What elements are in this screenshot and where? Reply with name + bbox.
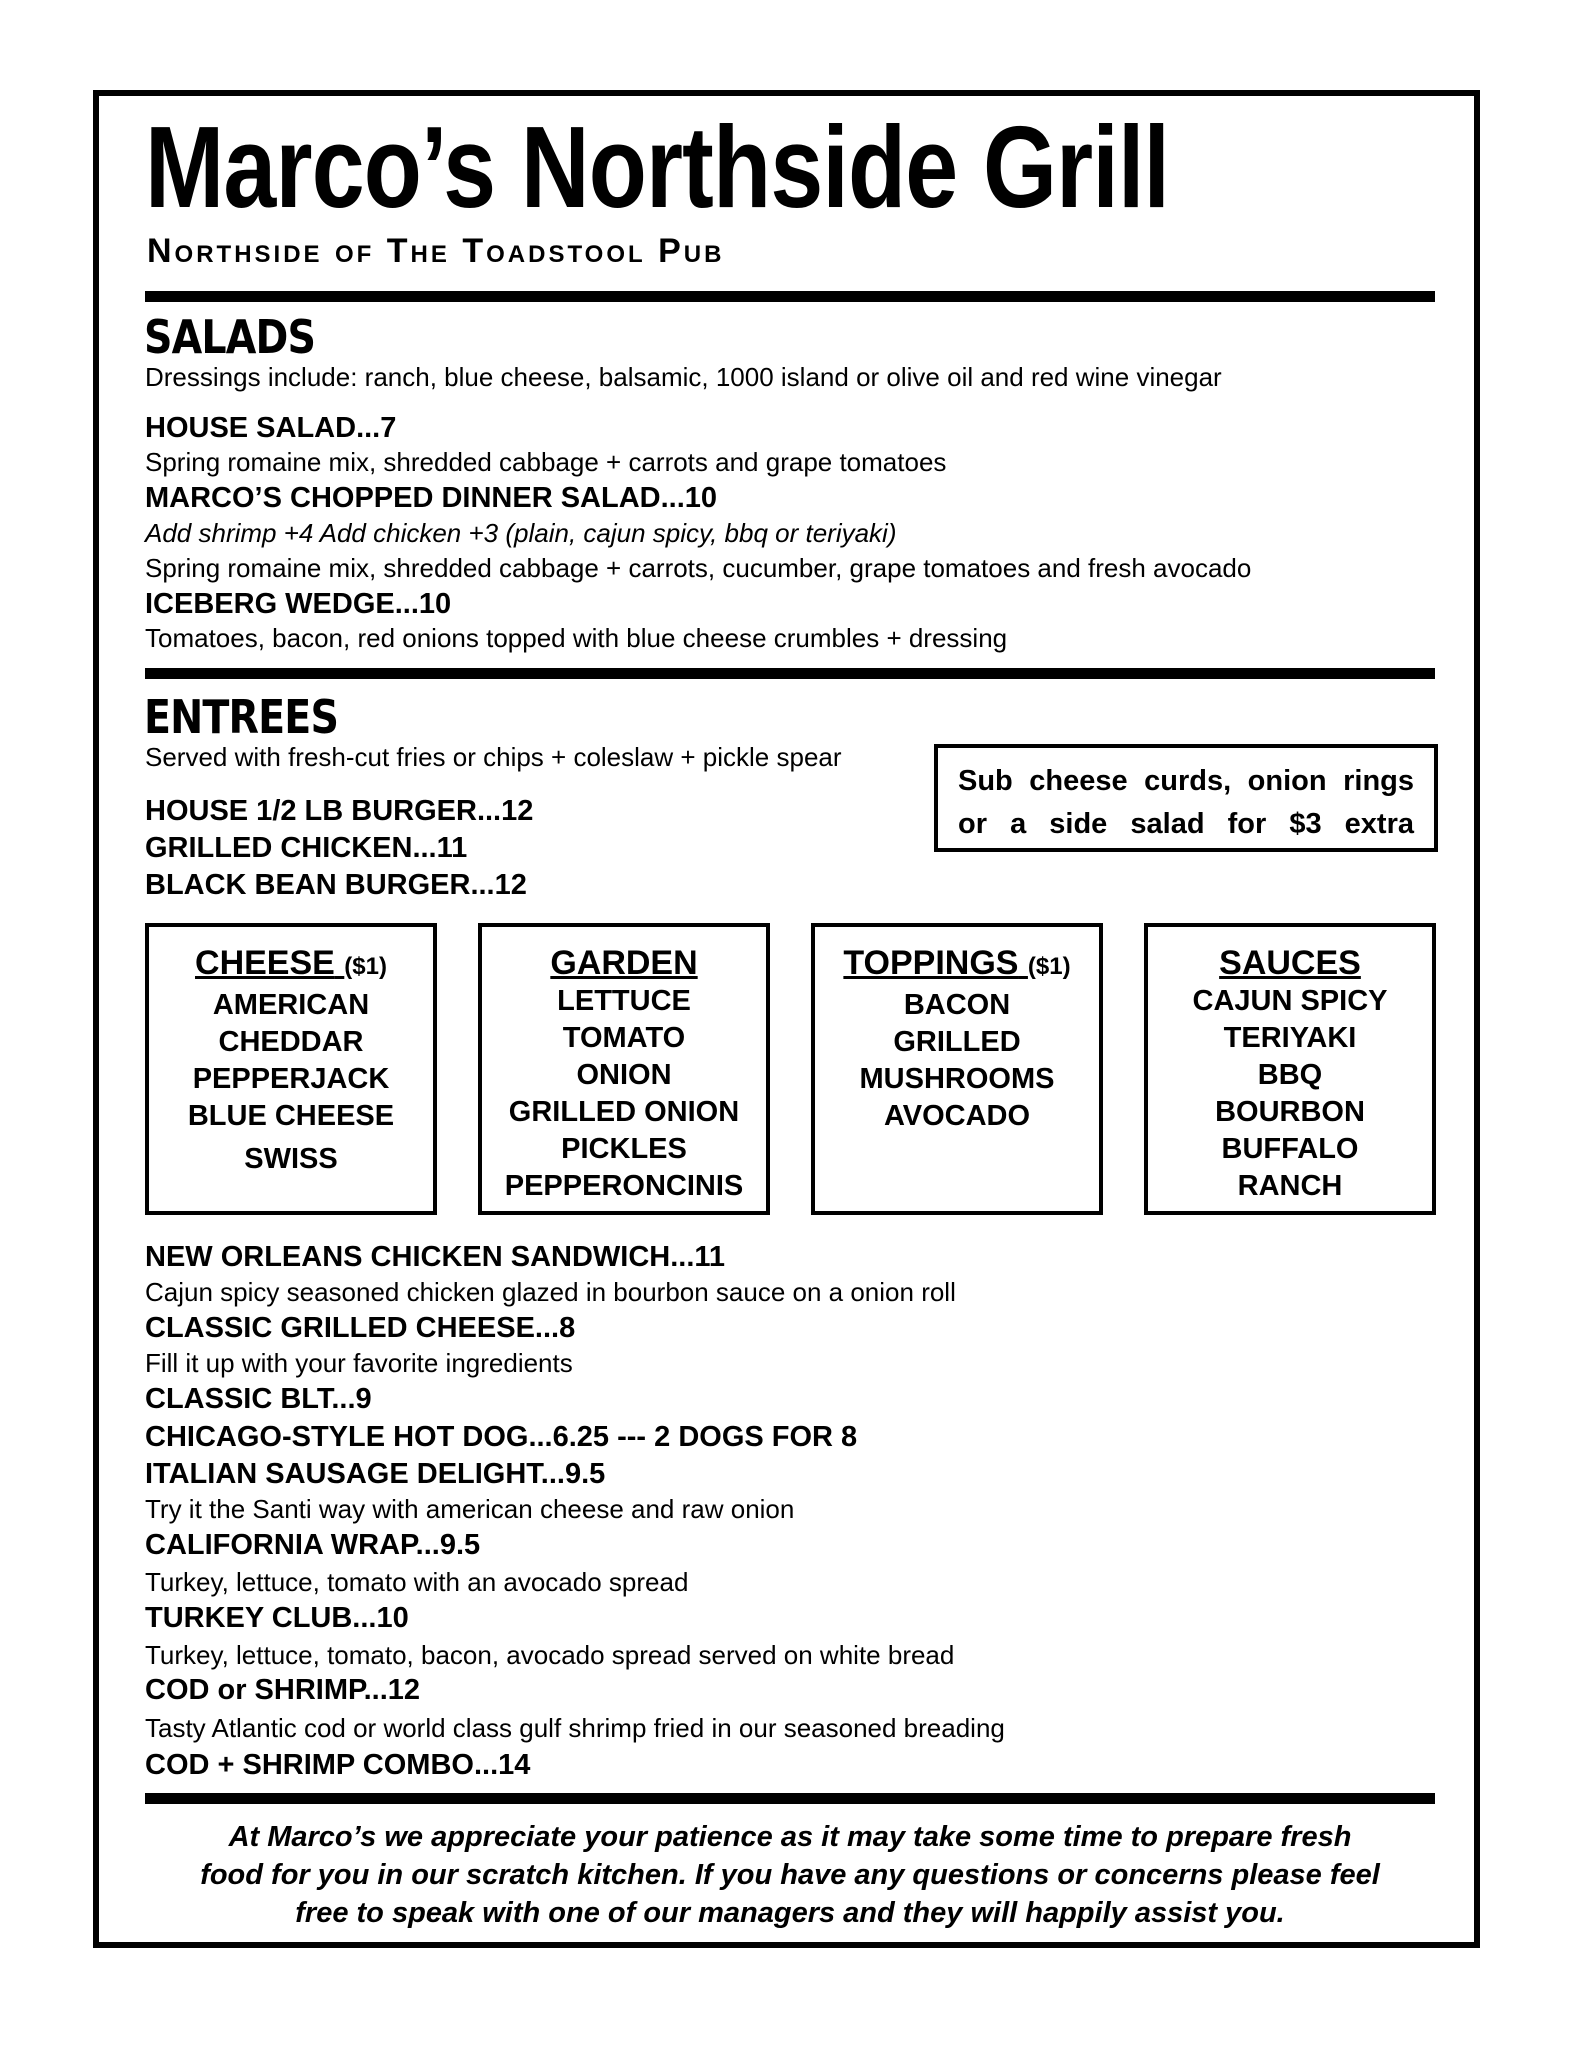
menu-item-name: CLASSIC GRILLED CHEESE...8 — [145, 1312, 576, 1344]
option-item: AMERICAN — [212, 989, 370, 1021]
menu-item-name: COD + SHRIMP COMBO...14 — [145, 1749, 531, 1781]
box-title — [482, 943, 766, 983]
burger-item: HOUSE 1/2 LB BURGER...12 — [145, 795, 534, 827]
menu-item-name: ICEBERG WEDGE...10 — [145, 588, 452, 620]
menu-item-desc: Spring romaine mix, shredded cabbage + carrots and grape tomatoes — [145, 447, 947, 477]
option-item: CAJUN SPICY — [1192, 985, 1388, 1017]
box-title — [815, 943, 1099, 987]
restaurant-title: Marco’s Northside Grill — [145, 102, 1170, 232]
option-item: GRILLED ONION — [508, 1096, 740, 1128]
option-item: LETTUCE — [557, 985, 691, 1017]
menu-item-desc: Fill it up with your favorite ingredients — [145, 1348, 573, 1378]
toppings-options-box — [811, 923, 1103, 1215]
menu-item-name: TURKEY CLUB...10 — [145, 1602, 409, 1634]
salads-heading: SALADS — [144, 310, 316, 364]
burger-item: BLACK BEAN BURGER...12 — [145, 869, 527, 901]
menu-item-name: CLASSIC BLT...9 — [145, 1383, 372, 1415]
option-item: PEPPERJACK — [192, 1063, 390, 1095]
menu-item-desc: Turkey, lettuce, tomato with an avocado spread — [145, 1567, 689, 1597]
option-item: SWISS — [244, 1143, 338, 1175]
option-item: BUFFALO — [1221, 1133, 1359, 1165]
substitution-line: Sub cheese curds, onion rings — [958, 765, 1414, 797]
box-title-text: CHEESE — [195, 944, 335, 982]
box-title — [149, 943, 433, 987]
salads-dressings-note: Dressings include: ranch, blue cheese, balsamic, 1000 island or olive oil and red wine vinegar — [145, 362, 1222, 392]
footer-line: food for you in our scratch kitchen. If you have any questions or concerns please feel — [200, 1859, 1380, 1891]
box-title-text: TOPPINGS — [843, 944, 1019, 982]
entrees-heading: ENTREES — [144, 690, 339, 744]
menu-item-name: ITALIAN SAUSAGE DELIGHT...9.5 — [145, 1458, 606, 1490]
menu-item-desc: Try it the Santi way with american cheese and raw onion — [145, 1494, 795, 1524]
option-item: BLUE CHEESE — [187, 1100, 395, 1132]
footer-message — [130, 1818, 1450, 1932]
section-divider — [145, 668, 1435, 679]
section-divider — [145, 1793, 1435, 1804]
menu-item-name: COD or SHRIMP...12 — [145, 1674, 421, 1706]
box-title-text: SAUCES — [1219, 944, 1361, 982]
option-item: BBQ — [1257, 1059, 1323, 1091]
menu-item-name: MARCO’S CHOPPED DINNER SALAD...10 — [145, 482, 718, 514]
box-title-price: ($1) — [1027, 953, 1071, 980]
garden-options-box — [478, 923, 770, 1215]
option-item: ONION — [576, 1059, 672, 1091]
option-item: GRILLED — [893, 1026, 1021, 1058]
option-item: RANCH — [1237, 1170, 1343, 1202]
substitution-line: or a side salad for $3 extra — [958, 808, 1414, 840]
option-item: TERIYAKI — [1223, 1022, 1357, 1054]
menu-item-name: CHICAGO-STYLE HOT DOG...6.25 --- 2 DOGS FOR 8 — [145, 1421, 858, 1453]
substitution-box — [934, 744, 1438, 852]
option-item: AVOCADO — [883, 1100, 1031, 1132]
menu-item-name: NEW ORLEANS CHICKEN SANDWICH...11 — [145, 1241, 726, 1273]
menu-item-name: HOUSE SALAD...7 — [145, 412, 397, 444]
option-item: TOMATO — [562, 1022, 686, 1054]
restaurant-subtitle: Northside of The Toadstool Pub — [147, 232, 725, 270]
box-title — [1148, 943, 1432, 983]
cheese-options-box — [145, 923, 437, 1215]
burger-item: GRILLED CHICKEN...11 — [145, 832, 468, 864]
footer-line: free to speak with one of our managers and they will happily assist you. — [295, 1897, 1285, 1929]
menu-item-desc: Spring romaine mix, shredded cabbage + carrots, cucumber, grape tomatoes and fresh avocado — [145, 553, 1252, 583]
option-item: MUSHROOMS — [859, 1063, 1055, 1095]
box-title-text: GARDEN — [550, 944, 698, 982]
sauces-options-box — [1144, 923, 1436, 1215]
menu-item-desc: Cajun spicy seasoned chicken glazed in bourbon sauce on a onion roll — [145, 1277, 956, 1307]
option-item: BOURBON — [1215, 1096, 1365, 1128]
menu-item-desc: Tasty Atlantic cod or world class gulf shrimp fried in our seasoned breading — [145, 1713, 1005, 1743]
section-divider — [145, 291, 1435, 302]
option-item: PICKLES — [561, 1133, 687, 1165]
menu-item-desc: Turkey, lettuce, tomato, bacon, avocado spread served on white bread — [145, 1640, 955, 1670]
option-item: CHEDDAR — [218, 1026, 364, 1058]
menu-item-name: CALIFORNIA WRAP...9.5 — [145, 1529, 481, 1561]
box-title-price: ($1) — [344, 953, 387, 980]
footer-line: At Marco’s we appreciate your patience as it may take some time to prepare fresh — [228, 1821, 1352, 1853]
menu-item-addon: Add shrimp +4 Add chicken +3 (plain, cajun spicy, bbq or teriyaki) — [145, 518, 897, 548]
option-item: PEPPERONCINIS — [504, 1170, 744, 1202]
entrees-sides-note: Served with fresh-cut fries or chips + coleslaw + pickle spear — [145, 742, 842, 772]
option-item: BACON — [903, 989, 1011, 1021]
menu-item-desc: Tomatoes, bacon, red onions topped with blue cheese crumbles + dressing — [145, 623, 1008, 653]
